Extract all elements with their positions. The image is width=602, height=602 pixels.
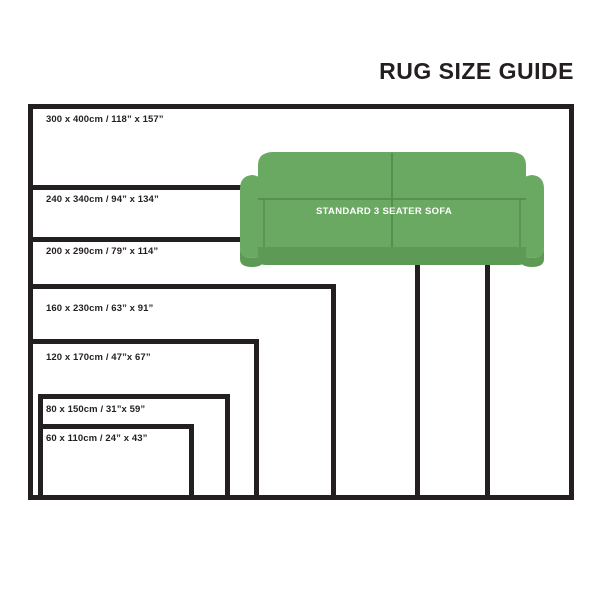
rug-label-80x150: 80 x 150cm / 31”x 59” [46, 404, 146, 415]
rug-label-200x290: 200 x 290cm / 79” x 114” [46, 246, 159, 257]
rug-label-160x230: 160 x 230cm / 63” x 91” [46, 303, 154, 314]
rug-label-60x110: 60 x 110cm / 24” x 43” [46, 433, 148, 444]
rug-label-240x340: 240 x 340cm / 94” x 134” [46, 194, 159, 205]
rug-label-300x400: 300 x 400cm / 118” x 157” [46, 114, 164, 125]
sofa-label: STANDARD 3 SEATER SOFA [316, 206, 453, 217]
page-title: RUG SIZE GUIDE [379, 58, 574, 84]
rug-label-120x170: 120 x 170cm / 47”x 67” [46, 352, 151, 363]
